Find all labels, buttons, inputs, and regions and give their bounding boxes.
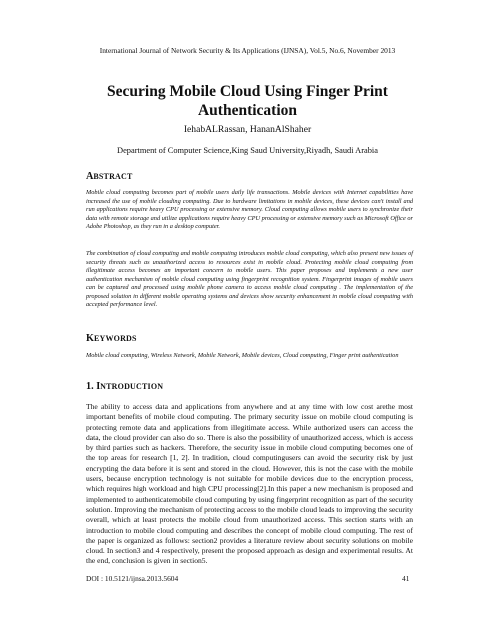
journal-header: International Journal of Network Security & Its Applications (IJNSA), Vol.5, No.6, November 2013 [99, 46, 396, 55]
keywords-heading-initial: K [86, 333, 94, 344]
abstract-heading [86, 171, 133, 182]
authors: IehabALRassan, HananAlShaher [183, 124, 312, 135]
abstract-heading-initial: A [86, 171, 94, 182]
keywords-heading-rest: EYWORDS [93, 334, 137, 343]
abstract-paragraph-2: The combination of cloud computing and mobile computing introduces mobile cloud computing, which also present new issues of security threats such as unauthorized access to resources exist in mobile cloud. Protecting mobile cloud computing from illegitimate access becomes an important concern to mobile users. This paper proposes and implements a new user authentication mechanism of mobile cloud computing using fingerprint recognition system. Fingerprint images of mobile users can be captured and processed using mobile phone camera to access mobile cloud computing . The implementation of the proposed solution in different mobile operating systems and devices show security enhancement in mobile cloud computing with accepted performance level. [86, 250, 413, 309]
paper-title: Securing Mobile Cloud Using Finger Print Authentication [107, 83, 388, 119]
introduction-heading [86, 381, 163, 392]
introduction-paragraph: The ability to access data and applications from anywhere and at any time with low cost arethe most important benefits of mobile cloud computing. The primary security issue on mobile cloud computing is protecting remote data and applications from illegitimate access. While authorized users can access the data, the cloud provider can also do so. There is also the possibility of unauthorized access, which is access by third parties such as hackers. Therefore, the security issue in mobile cloud computing becomes one of the top areas for research [1, 2]. In tradition, cloud computingusers can avoid the security risk by just encrypting the data before it is sent and stored in the cloud. However, this is not the case with the mobile users, because encryption technology is not suitable for mobile devices due to the encryption process, which requires high workload and high CPU processing[2].In this paper a new mechanism is proposed and implemented to authenticatemobile cloud computing by using fingerprint recognition as part of the security solution. Improving the mechanism of protecting access to the mobile cloud leads to improving the security overall, which at least protects the mobile cloud from unauthorized access. This section starts with an introduction to mobile cloud computing and describes the concept of mobile cloud computing. The rest of the paper is organized as follows: section2 provides a literature review about security solutions on mobile cloud. In section3 and 4 respectively, present the proposed approach as design and experimental results. At the end, conclusion is given in section5. [86, 402, 413, 566]
keywords-text: Mobile cloud computing, Wireless Network, Mobile Network, Mobile devices, Cloud computing, Finger print authentication [86, 352, 399, 359]
affiliation: Department of Computer Science,King Saud University,Riyadh, Saudi Arabia [117, 146, 378, 155]
introduction-heading-rest: NTRODUCTION [100, 382, 164, 391]
keywords-heading [86, 333, 137, 344]
page-number: 41 [402, 574, 410, 583]
abstract-heading-rest: BSTRACT [93, 172, 133, 181]
introduction-heading-number: 1. I [86, 381, 101, 392]
abstract-paragraph-1: Mobile cloud computing becomes part of mobile users daily life transactions. Mobile devices with Internet capabilities have increased the use of mobile clouding computing. Due to hardware limitations in mobile devices, these devices can't install and run applications require heavy CPU processing or extensive memory. Cloud computing allows mobile users to synchronize their data with remote storage and utilize applications require heavy CPU processing or extensive memory such as Microsoft Office or Adobe Photoshop, as they run in a desktop computer. [86, 189, 413, 231]
doi: DOI : 10.5121/ijnsa.2013.5604 [86, 574, 179, 583]
